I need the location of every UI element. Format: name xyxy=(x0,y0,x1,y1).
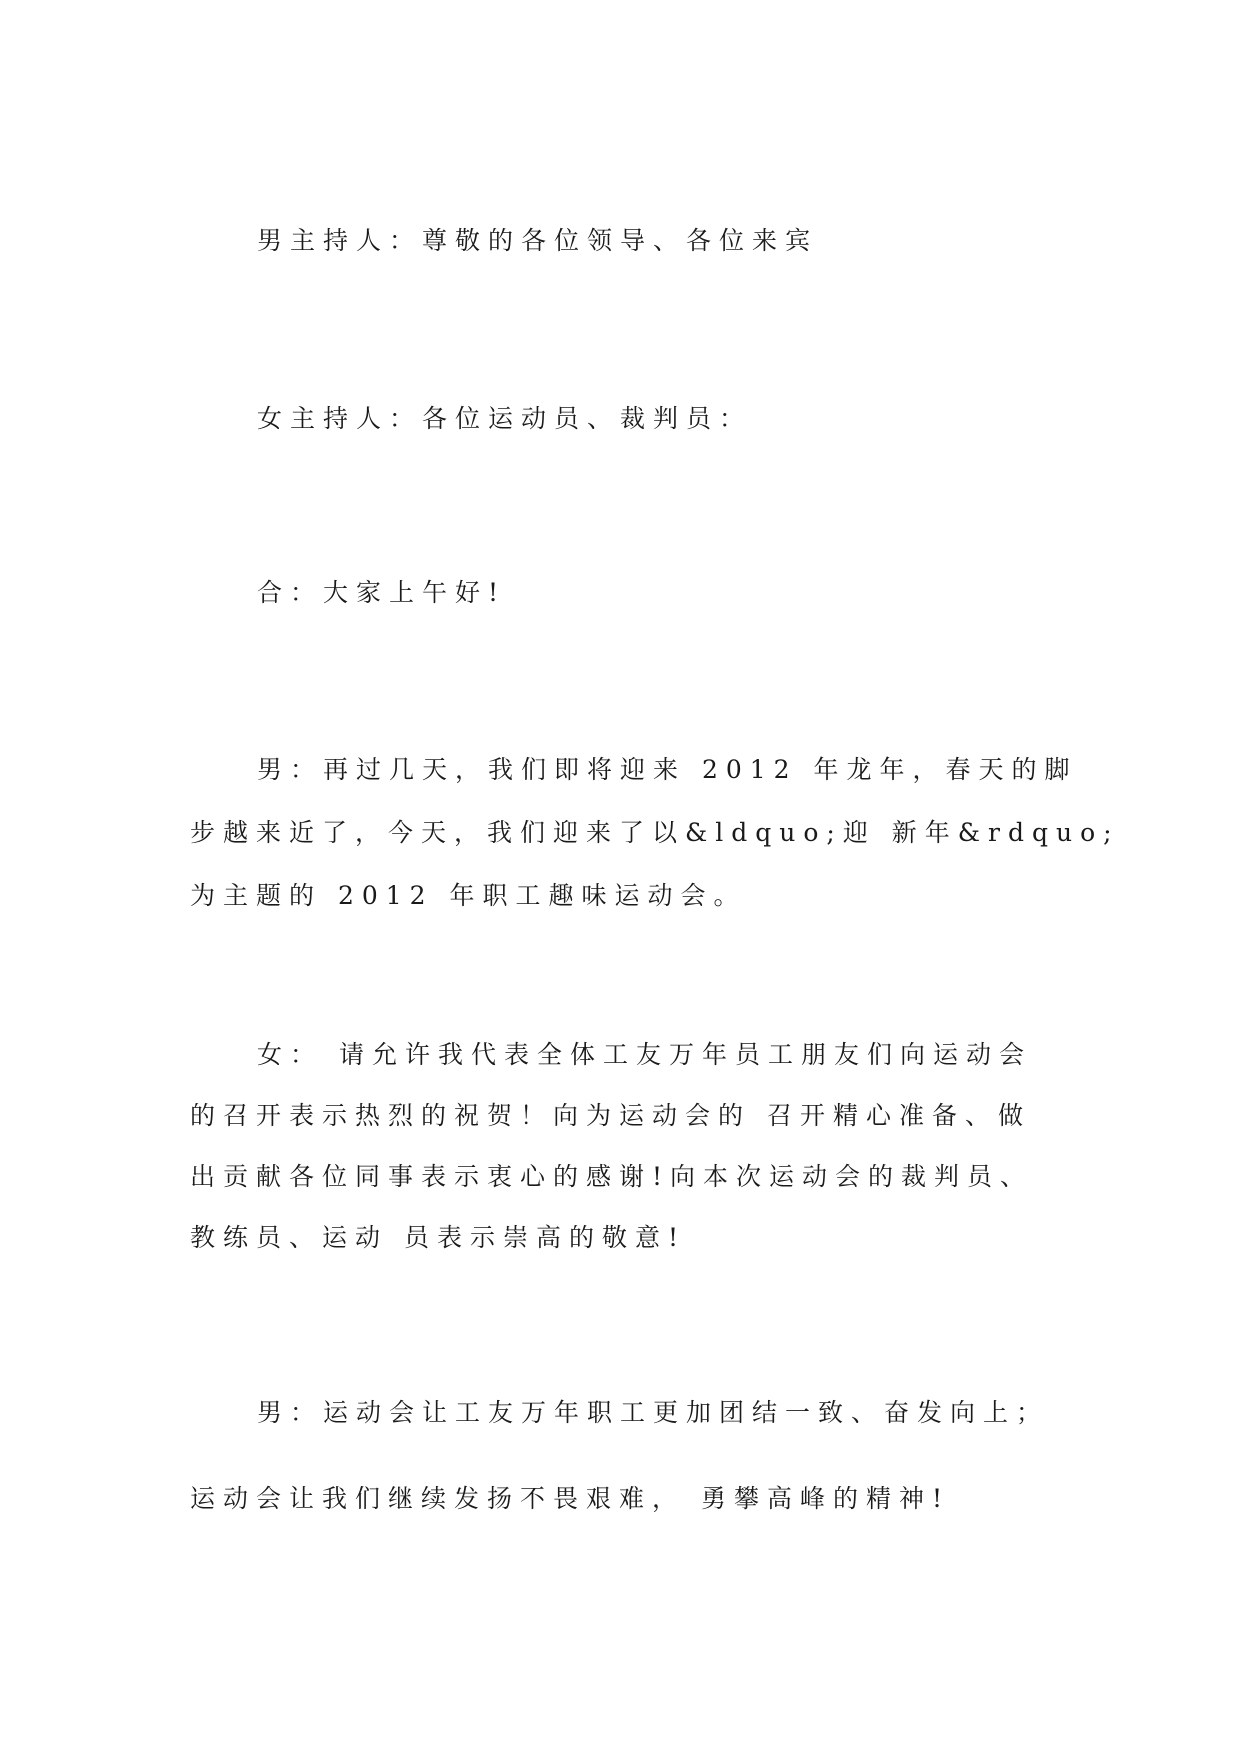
paragraph-female-host-greeting xyxy=(190,387,1090,450)
paragraph-male-host-greeting xyxy=(190,209,1090,272)
text-line: 女主持人：各位运动员、裁判员： xyxy=(257,404,753,433)
text-line: 男：再过几天，我们即将迎来 2012 年龙年，春天的脚 xyxy=(257,755,1078,784)
text-line: 出贡献各位同事表示衷心的感谢!向本次运动会的裁判员、 xyxy=(190,1162,1034,1191)
text-line: 为主题的 2012 年职工趣味运动会。 xyxy=(190,881,747,910)
text-line: 女： 请允许我代表全体工友万年员工朋友们向运动会 xyxy=(257,1040,1032,1069)
text-line: 的召开表示热烈的祝贺！向为运动会的 召开精心准备、做 xyxy=(190,1101,1031,1130)
text-line: 合：大家上午好! xyxy=(257,578,507,607)
paragraph-together-greeting xyxy=(190,561,1090,624)
paragraph-female-thanks xyxy=(190,1024,1090,1268)
text-line: 运动会让我们继续发扬不畏艰难， 勇攀高峰的精神! xyxy=(190,1484,950,1513)
text-line: 男：运动会让工友万年职工更加团结一致、奋发向上； xyxy=(257,1398,1050,1427)
paragraph-male-spirit xyxy=(190,1381,1090,1553)
text-line: 步越来近了，今天，我们迎来了以&ldquo;迎 新年&rdquo; xyxy=(190,818,1120,847)
text-line: 男主持人：尊敬的各位领导、各位来宾 xyxy=(257,226,819,255)
text-line: 教练员、运动 员表示崇高的敬意! xyxy=(190,1223,686,1252)
paragraph-male-intro xyxy=(190,738,1120,927)
